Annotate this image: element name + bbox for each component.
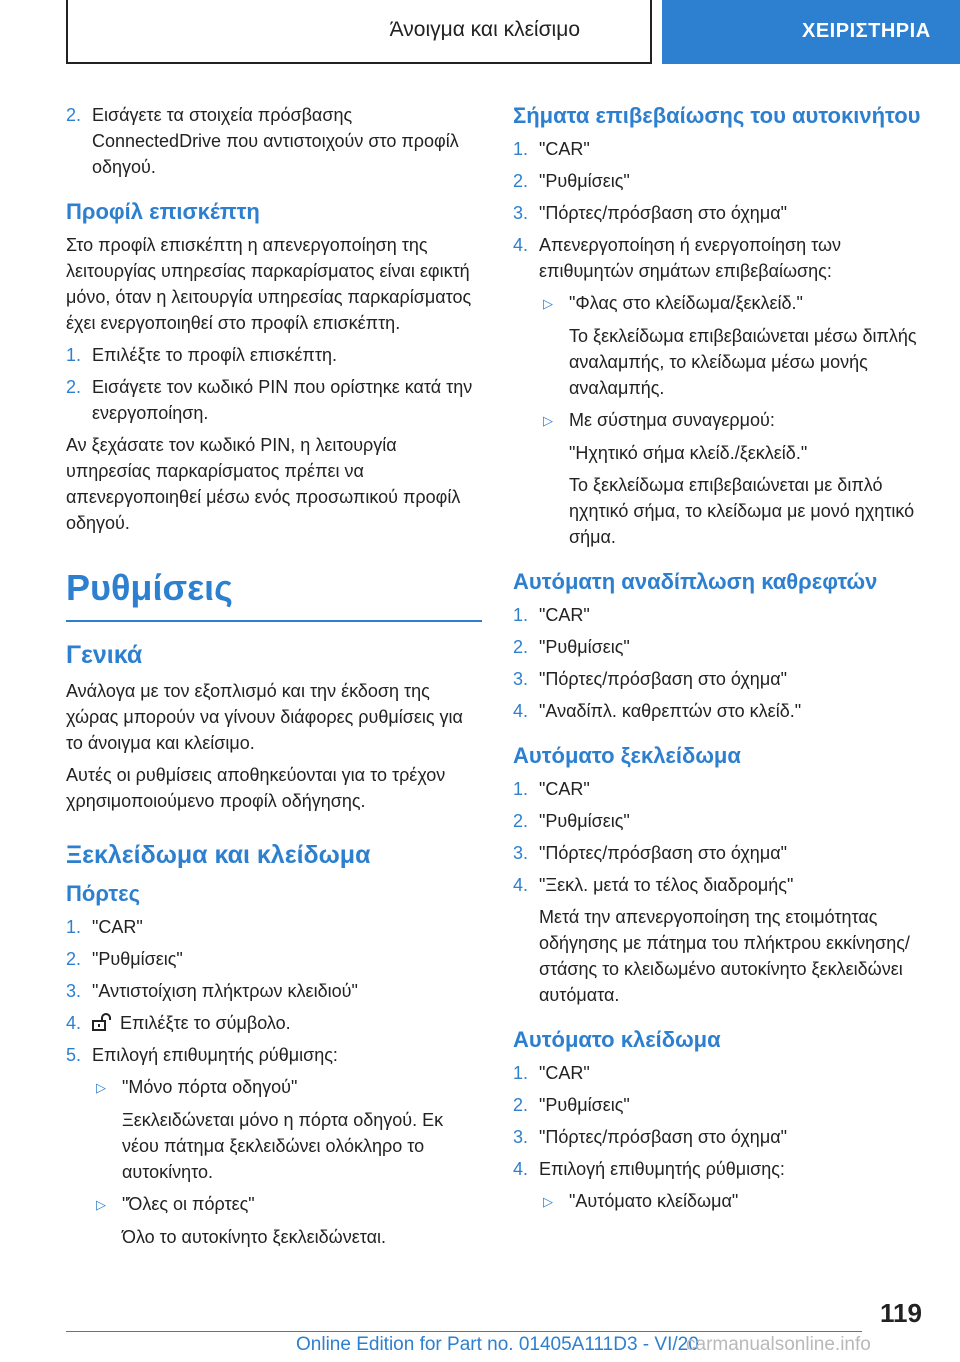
header-chapter-tab[interactable]: ΧΕΙΡΙΣΤΗΡΙΑ	[662, 0, 960, 64]
step-text: "CAR"	[539, 139, 590, 159]
list-item	[66, 914, 482, 940]
step-number: 4.	[66, 1013, 82, 1033]
step-number: 2.	[66, 377, 82, 397]
step-number: 1.	[513, 779, 529, 799]
step-number: 1.	[513, 1063, 529, 1083]
option-item	[92, 1074, 482, 1101]
step-text: Εισάγετε τα στοιχεία πρόσβασης ConnectedDrive που αντιστοιχούν στο προφίλ οδηγού.	[92, 105, 459, 177]
triangle-bullet-icon: ▷	[543, 413, 553, 428]
step-text: Επιλογή επιθυμητής ρύθμισης:	[539, 1159, 785, 1179]
edition-footer: Online Edition for Part no. 01405A111D3 - VI/20	[296, 1334, 699, 1355]
step-number: 4.	[513, 875, 529, 895]
option-item	[92, 1191, 482, 1218]
option-item	[539, 1188, 933, 1215]
step-text: Επιλέξτε το σύμβολο.	[120, 1013, 291, 1033]
list-item	[513, 808, 933, 834]
step-number: 1.	[513, 139, 529, 159]
page-number: 119	[880, 1298, 922, 1328]
right-column	[513, 102, 933, 1221]
header-section-box	[66, 0, 652, 64]
option-label: "Όλες οι πόρτες"	[122, 1194, 255, 1214]
step-text: "Ρυθμίσεις"	[539, 171, 630, 191]
step-number: 3.	[513, 203, 529, 223]
option-label: "Μόνο πόρτα οδηγού"	[122, 1077, 298, 1097]
step-text: "CAR"	[539, 779, 590, 799]
list-item	[66, 946, 482, 972]
step-text: "Ρυθμίσεις"	[539, 1095, 630, 1115]
watermark: carmanualsonline.info	[686, 1334, 871, 1355]
list-item	[513, 840, 933, 866]
auto-lock-heading: Αυτόματο κλείδωμα	[513, 1027, 721, 1052]
settings-heading: Ρυθμίσεις	[66, 566, 482, 622]
list-item	[66, 1010, 482, 1036]
triangle-bullet-icon: ▷	[543, 1194, 553, 1209]
step-number: 1.	[513, 605, 529, 625]
step-number: 4.	[513, 1159, 529, 1179]
step-text: "CAR"	[539, 605, 590, 625]
option-label: "Αυτόματο κλείδωμα"	[569, 1191, 739, 1211]
step-number: 2.	[66, 105, 82, 125]
triangle-bullet-icon: ▷	[543, 296, 553, 311]
step-number: 4.	[513, 235, 529, 255]
list-item	[513, 634, 933, 660]
step-number: 1.	[66, 917, 82, 937]
step-text: "Πόρτες/πρόσβαση στο όχημα"	[539, 843, 787, 863]
list-item	[66, 1042, 482, 1068]
unlock-icon	[92, 1013, 114, 1031]
list-item	[513, 200, 933, 226]
step-text: "Ξεκλ. μετά το τέλος διαδρομής"	[539, 875, 794, 895]
step-number: 3.	[513, 1127, 529, 1147]
triangle-bullet-icon: ▷	[96, 1080, 106, 1095]
step-number: 2.	[513, 171, 529, 191]
list-item	[513, 1092, 933, 1118]
step-text: Απενεργοποίηση ή ενεργοποίηση των επιθυμητών σημάτων επιβεβαίωσης:	[539, 235, 842, 281]
header-section-title: Άνοιγμα και κλείσιμο	[389, 18, 580, 41]
mirror-folding-heading: Αυτόματη αναδίπλωση καθρεφτών	[513, 569, 878, 594]
guest-profile-paragraph: Στο προφίλ επισκέπτη η απενεργοποίηση της λειτουργίας υπηρεσίας παρκαρίσματος είναι εφικτή μόνο, όταν η λειτουργία υπηρεσίας παρκαρίσματος έχει ενεργοποιηθεί στο προφίλ επισκέπτη.	[66, 235, 472, 333]
option-note: Όλο το αυτοκίνητο ξεκλειδώνεται.	[122, 1227, 387, 1247]
confirm-signals-heading: Σήματα επιβεβαίωσης του αυτοκινήτου	[513, 103, 921, 128]
doors-heading: Πόρτες	[66, 881, 141, 906]
option-label: "Φλας στο κλείδωμα/ξεκλείδ."	[569, 293, 803, 313]
step-number: 3.	[66, 981, 82, 1001]
general-paragraph-1: Ανάλογα με τον εξοπλισμό και την έκδοση της χώρας μπορούν να γίνουν διάφορες ρυθμίσεις για το άνοιγμα και κλείσιμο.	[66, 681, 463, 753]
list-item	[513, 1156, 933, 1182]
step-text: Επιλογή επιθυμητής ρύθμισης:	[92, 1045, 338, 1065]
guest-profile-paragraph-2: Αν ξεχάσατε τον κωδικό PIN, η λειτουργία υπηρεσίας παρκαρίσματος πρέπει να απενεργοποιηθεί μέσω ενός προσωπικού προφίλ οδηγού.	[66, 435, 461, 533]
option-item	[539, 290, 933, 317]
step-text: Επιλέξτε το προφίλ επισκέπτη.	[92, 345, 337, 365]
option-note: Το ξεκλείδωμα επιβεβαιώνεται μέσω διπλής αναλαμπής, το κλείδωμα μέσω μονής αναλαμπής.	[569, 326, 917, 398]
guest-profile-heading: Προφίλ επισκέπτη	[66, 199, 260, 224]
general-heading: Γενικά	[66, 641, 143, 669]
step-text: "Αναδίπλ. καθρεπτών στο κλείδ."	[539, 701, 802, 721]
general-paragraph-2: Αυτές οι ρυθμίσεις αποθηκεύονται για το τρέχον χρησιμοποιούμενο προφίλ οδήγησης.	[66, 765, 446, 811]
list-item	[513, 698, 933, 724]
step-number: 1.	[66, 345, 82, 365]
step-number: 2.	[513, 811, 529, 831]
option-note: Ξεκλειδώνεται μόνο η πόρτα οδηγού. Εκ νέου πάτημα ξεκλειδώνει ολόκληρο το αυτοκίνητο.	[122, 1110, 444, 1182]
list-item	[513, 136, 933, 162]
step-number: 5.	[66, 1045, 82, 1065]
list-item	[66, 978, 482, 1004]
list-item	[66, 374, 482, 426]
step-text: "Πόρτες/πρόσβαση στο όχημα"	[539, 1127, 787, 1147]
left-column	[66, 102, 482, 1256]
step-text: "Πόρτες/πρόσβαση στο όχημα"	[539, 669, 787, 689]
step-text-with-icon	[92, 1010, 482, 1036]
list-item	[513, 776, 933, 802]
auto-unlock-heading: Αυτόματο ξεκλείδωμα	[513, 743, 741, 768]
option-note: Το ξεκλείδωμα επιβεβαιώνεται με διπλό ηχητικό σήμα, το κλείδωμα με μονό ηχητικό σήμα.	[569, 475, 915, 547]
list-item	[513, 872, 933, 898]
step-number: 3.	[513, 669, 529, 689]
option-label: Με σύστημα συναγερμού:	[569, 410, 775, 430]
step-text: "Αντιστοίχιση πλήκτρων κλειδιού"	[92, 981, 358, 1001]
unlock-lock-heading: Ξεκλείδωμα και κλείδωμα	[66, 841, 371, 869]
list-item	[513, 232, 933, 284]
step-number: 2.	[66, 949, 82, 969]
step-text: "Ρυθμίσεις"	[539, 637, 630, 657]
step-number: 2.	[513, 1095, 529, 1115]
list-item	[513, 168, 933, 194]
list-item	[513, 1124, 933, 1150]
list-item	[513, 666, 933, 692]
step-number: 3.	[513, 843, 529, 863]
triangle-bullet-icon: ▷	[96, 1197, 106, 1212]
step-text: "Ρυθμίσεις"	[539, 811, 630, 831]
step-text: "CAR"	[539, 1063, 590, 1083]
list-item	[513, 602, 933, 628]
step-text: "Πόρτες/πρόσβαση στο όχημα"	[539, 203, 787, 223]
list-item	[513, 1060, 933, 1086]
step-text: Εισάγετε τον κωδικό PIN που ορίστηκε κατά την ενεργοποίηση.	[92, 377, 473, 423]
step-number: 4.	[513, 701, 529, 721]
option-note: "Ηχητικό σήμα κλείδ./ξεκλείδ."	[569, 443, 808, 463]
footer-divider	[66, 1331, 862, 1332]
list-item	[66, 102, 482, 180]
list-item	[66, 342, 482, 368]
step-text: "CAR"	[92, 917, 143, 937]
step-number: 2.	[513, 637, 529, 657]
step-note: Μετά την απενεργοποίηση της ετοιμότητας οδήγησης με πάτημα του πλήκτρου εκκίνησης/στάσης το κλειδωμένο αυτοκίνητο ξεκλειδώνει αυτόματα.	[539, 907, 910, 1005]
option-item	[539, 407, 933, 434]
step-text: "Ρυθμίσεις"	[92, 949, 183, 969]
